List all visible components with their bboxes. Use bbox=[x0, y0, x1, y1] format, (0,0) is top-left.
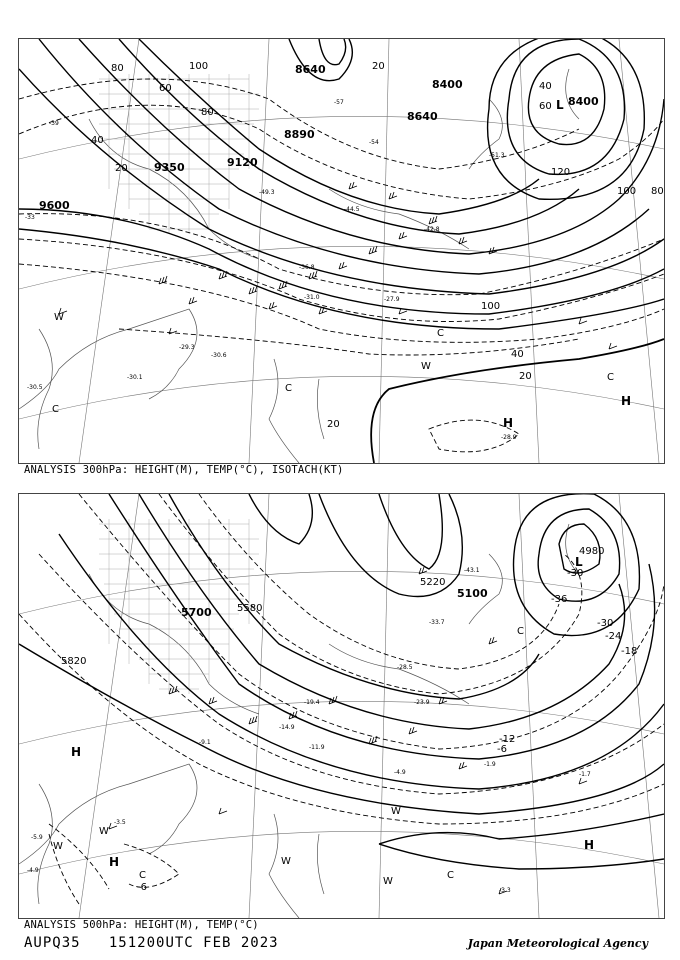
temp-label: -5.9 bbox=[31, 834, 43, 841]
temp-label: -30.6 bbox=[211, 352, 227, 359]
caption-500hpa: ANALYSIS 500hPa: HEIGHT(M), TEMP(°C) bbox=[24, 919, 259, 931]
height-label: 5100 bbox=[457, 587, 488, 600]
warm-mark: W bbox=[391, 806, 401, 817]
cold-mark: C bbox=[437, 328, 444, 339]
low-pressure-center: L bbox=[575, 555, 583, 569]
cold-mark: C bbox=[139, 870, 146, 881]
warm-mark: W bbox=[54, 312, 64, 323]
cold-mark: C bbox=[447, 870, 454, 881]
isotach-label: 20 bbox=[372, 61, 385, 72]
height-label: 4980 bbox=[579, 546, 605, 557]
isotach-label: 60 bbox=[159, 83, 172, 94]
high-pressure-center: H bbox=[109, 855, 120, 869]
temp-label: -44.5 bbox=[344, 206, 360, 213]
temp-label: -4.9 bbox=[394, 769, 406, 776]
temp-label: -9.1 bbox=[199, 739, 211, 746]
coastlines bbox=[19, 524, 579, 918]
chart-id-line bbox=[24, 935, 279, 951]
height-label: 8400 bbox=[432, 78, 463, 91]
temp-label: -11.9 bbox=[309, 744, 325, 751]
isotach-contours bbox=[19, 79, 664, 452]
warm-mark: W bbox=[383, 876, 393, 887]
temp-label: -30 bbox=[597, 618, 614, 629]
isotach-label: 80 bbox=[201, 107, 214, 118]
temp-label: -27.9 bbox=[384, 296, 400, 303]
temp-label: -3.3 bbox=[499, 887, 511, 894]
temp-label: -49.3 bbox=[259, 189, 275, 196]
temp-label: -3.5 bbox=[114, 819, 126, 826]
temp-label: -19.4 bbox=[304, 699, 320, 706]
isotach-label: 20 bbox=[115, 163, 128, 174]
chart-timestamp: 151200UTC FEB 2023 bbox=[108, 935, 279, 951]
height-label: 8640 bbox=[295, 63, 326, 76]
temp-label: -43.1 bbox=[464, 567, 480, 574]
height-label: 5700 bbox=[181, 606, 212, 619]
temp-label: -42.8 bbox=[424, 226, 440, 233]
high-pressure-center: H bbox=[584, 838, 595, 852]
cold-mark: C bbox=[517, 626, 524, 637]
height-label: 8890 bbox=[284, 128, 315, 141]
isotach-label: 40 bbox=[511, 349, 524, 360]
temp-label: -6 bbox=[137, 882, 147, 893]
height-label: 9120 bbox=[227, 156, 258, 169]
isotach-label: 100 bbox=[481, 301, 501, 312]
isotach-label: 20 bbox=[327, 419, 340, 430]
high-pressure-center: H bbox=[503, 416, 514, 430]
temp-label: -51.3 bbox=[489, 152, 505, 159]
temp-label: -30.5 bbox=[27, 384, 43, 391]
map-500hpa bbox=[18, 493, 665, 919]
temp-label: -28.9 bbox=[501, 434, 517, 441]
height-label: 9600 bbox=[39, 199, 70, 212]
map-500hpa-canvas bbox=[19, 494, 664, 918]
temp-label: -30 bbox=[567, 568, 584, 579]
isotach-label: 80 bbox=[651, 186, 664, 197]
temp-label: -57 bbox=[334, 99, 344, 106]
isotach-label: 120 bbox=[551, 167, 571, 178]
temp-label: -23.9 bbox=[414, 699, 430, 706]
temp-label: -31.0 bbox=[304, 294, 320, 301]
temp-label: -33 bbox=[25, 214, 35, 221]
caption-300hpa: ANALYSIS 300hPa: HEIGHT(M), TEMP(°C), ISOTACH(KT) bbox=[24, 464, 344, 476]
high-pressure-center: H bbox=[621, 394, 632, 408]
height-label: 5220 bbox=[420, 577, 446, 588]
temp-label: -29.3 bbox=[179, 344, 195, 351]
temp-label: -33.7 bbox=[429, 619, 445, 626]
height-label: 8400 bbox=[568, 95, 599, 108]
temp-label: -18 bbox=[621, 646, 638, 657]
warm-mark: W bbox=[421, 361, 431, 372]
temp-label: -1.7 bbox=[579, 771, 591, 778]
temp-label: -14.9 bbox=[279, 724, 295, 731]
temp-label: -39 bbox=[49, 120, 59, 127]
isotach-label: 40 bbox=[91, 135, 104, 146]
temp-label: -12 bbox=[499, 734, 516, 745]
isotach-label: 60 bbox=[539, 101, 552, 112]
map-300hpa bbox=[18, 38, 665, 464]
temp-label: -1.9 bbox=[484, 761, 496, 768]
isotach-label: 80 bbox=[111, 63, 124, 74]
height-label: 5820 bbox=[61, 656, 87, 667]
isotach-label: 40 bbox=[539, 81, 552, 92]
temp-label: -30.1 bbox=[127, 374, 143, 381]
high-pressure-center: H bbox=[71, 745, 82, 759]
low-pressure-center: L bbox=[556, 98, 564, 112]
temp-label: -36.8 bbox=[299, 264, 315, 271]
cold-mark: C bbox=[52, 404, 59, 415]
height-label: 9350 bbox=[154, 161, 185, 174]
isotach-label: 20 bbox=[519, 371, 532, 382]
warm-mark: W bbox=[281, 856, 291, 867]
height-label: 5580 bbox=[237, 603, 263, 614]
temp-label: -54 bbox=[369, 139, 379, 146]
agency-credit: Japan Meteorological Agency bbox=[467, 937, 648, 950]
height-contours bbox=[19, 494, 664, 869]
isotach-label: 100 bbox=[617, 186, 637, 197]
temp-label: -6 bbox=[497, 744, 507, 755]
cold-mark: C bbox=[607, 372, 614, 383]
chart-code: AUPQ35 bbox=[24, 935, 81, 951]
temp-label: -36 bbox=[551, 594, 568, 605]
map-300hpa-canvas bbox=[19, 39, 664, 463]
warm-mark: W bbox=[99, 826, 109, 837]
temp-label: -28.5 bbox=[397, 664, 413, 671]
temp-label: -24 bbox=[605, 631, 622, 642]
temp-label: -4.9 bbox=[27, 867, 39, 874]
isotach-label: 100 bbox=[189, 61, 209, 72]
cold-mark: C bbox=[285, 383, 292, 394]
height-label: 8640 bbox=[407, 110, 438, 123]
warm-mark: W bbox=[53, 841, 63, 852]
